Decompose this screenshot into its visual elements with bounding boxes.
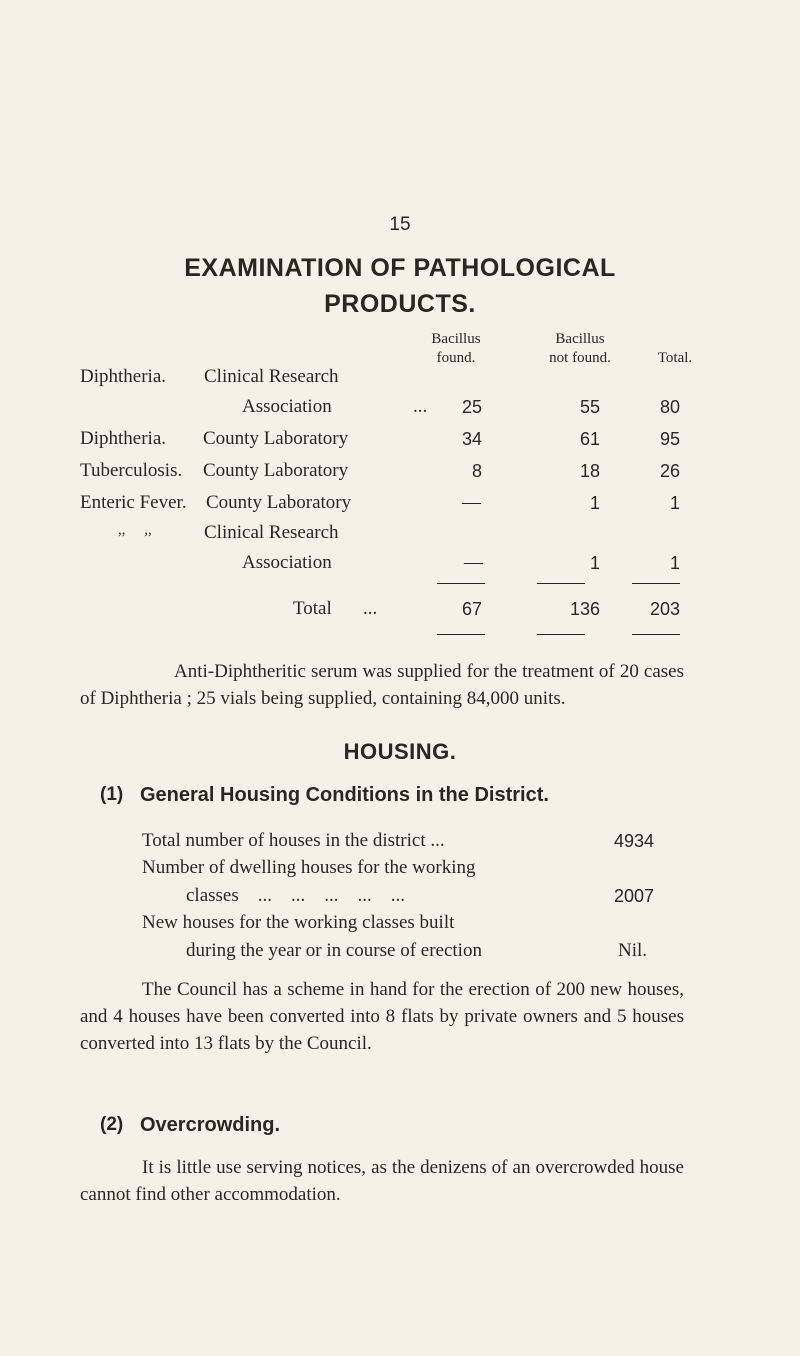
page-number: 15: [389, 214, 411, 235]
row-total: 1: [669, 553, 680, 573]
stat-label: Total number of houses in the district ...: [142, 830, 445, 851]
total-label: Total: [293, 598, 332, 619]
rule-not-found-top: [537, 583, 585, 584]
page-title-line-1: EXAMINATION OF PATHOLOGICAL: [184, 254, 616, 282]
row-disease: Diphtheria.: [80, 428, 167, 449]
header-not-found: [525, 330, 635, 368]
row-disease: Tuberculosis.: [80, 460, 183, 481]
rule-found-top: [437, 583, 485, 584]
rule-found-bottom: [437, 634, 485, 635]
row-total: 80: [659, 397, 680, 417]
stat-label-line-2: during the year or in course of erection: [186, 940, 482, 961]
total-found: 67: [461, 599, 482, 619]
page-title-line-2: PRODUCTS.: [324, 290, 476, 318]
stat-label-line-1: Number of dwelling houses for the working: [142, 857, 476, 878]
row-found: —: [464, 552, 483, 573]
council-paragraph-text: The Council has a scheme in hand for the erection of 200 new houses, and 4 houses have been converted into 8 flats by private owners and 5 houses converted into 13 flats by the Council.: [80, 979, 684, 1054]
row-not-found: 1: [589, 493, 600, 513]
row-total: 1: [669, 493, 680, 513]
stat-label-line-1: New houses for the working classes built: [142, 912, 455, 933]
stat-label-line-2: classes ... ... ... ... ...: [186, 885, 406, 906]
row-disease: Diphtheria.: [80, 366, 167, 387]
rule-not-found-bottom: [537, 634, 585, 635]
section-2-number: (2): [100, 1114, 124, 1135]
row-found: 25: [461, 397, 482, 417]
row-not-found: 55: [579, 397, 600, 417]
row-found: 8: [471, 461, 482, 481]
rule-total-top: [632, 583, 680, 584]
header-not-found-line-1: Bacillus: [555, 331, 605, 347]
row-source: County Laboratory: [206, 492, 352, 513]
serum-paragraph: [80, 658, 684, 712]
row-ditto-marks: ,, ,,: [118, 522, 152, 538]
row-total: 26: [659, 461, 680, 481]
stat-value: 4934: [613, 831, 654, 851]
header-not-found-line-2: not found.: [549, 350, 611, 366]
header-found: [406, 330, 506, 368]
row-source-line-1: Clinical Research: [204, 522, 339, 543]
section-1-number: (1): [100, 784, 124, 805]
header-found-line-1: Bacillus: [431, 331, 481, 347]
row-source: County Laboratory: [203, 460, 349, 481]
total-total: 203: [649, 599, 680, 619]
overcrowding-paragraph: [80, 1154, 684, 1208]
serum-paragraph-text: Anti-Diphtheritic serum was supplied for the treatment of 20 cases of Diphtheria ; 25 vials being supplied, containing 84,000 units.: [80, 661, 684, 709]
overcrowding-paragraph-text: It is little use serving notices, as the denizens of an overcrowded house cannot find other accommodation.: [80, 1157, 684, 1205]
rule-total-bottom: [632, 634, 680, 635]
row-found: 34: [461, 429, 482, 449]
row-source-line-2: Association: [242, 396, 332, 417]
row-not-found: 18: [579, 461, 600, 481]
header-total: Total.: [657, 350, 693, 366]
section-1-title: General Housing Conditions in the District.: [140, 784, 549, 806]
row-source-line-2: Association: [242, 552, 332, 573]
row-dots: ...: [413, 396, 428, 417]
row-source: County Laboratory: [203, 428, 349, 449]
council-paragraph: [80, 976, 684, 1057]
row-disease: Enteric Fever.: [80, 492, 187, 513]
section-2-title: Overcrowding.: [140, 1114, 281, 1136]
row-not-found: 61: [579, 429, 600, 449]
housing-title: HOUSING.: [343, 739, 457, 764]
row-total: 95: [659, 429, 680, 449]
stat-value: Nil.: [618, 940, 648, 961]
total-not-found: 136: [569, 599, 600, 619]
header-found-line-2: found.: [436, 350, 476, 366]
row-source-line-1: Clinical Research: [204, 366, 339, 387]
total-dots: ...: [363, 598, 378, 619]
row-found: —: [462, 492, 481, 513]
stat-value: 2007: [613, 886, 654, 906]
row-not-found: 1: [589, 553, 600, 573]
